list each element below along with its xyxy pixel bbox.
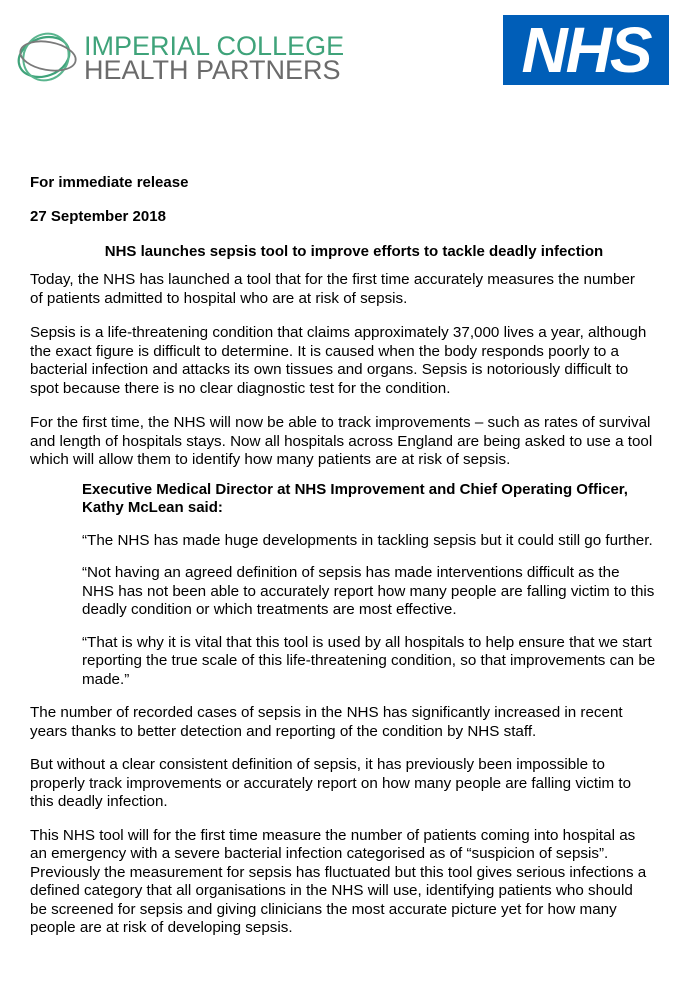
paragraph-line: and length of hospitals stays. Now all hospitals across England are being asked to use a tool [30,432,653,450]
paragraph [30,324,670,398]
paragraph-line: properly track improvements or accurately report on how many people are falling victim to [30,774,632,792]
paragraph [30,827,670,938]
paragraph-line: made.” [82,670,130,688]
paragraph [30,704,670,741]
paragraph-line: The number of recorded cases of sepsis in the NHS has significantly increased in recent [30,704,623,721]
paragraph [30,271,670,308]
nhs-logo: NHS [503,15,669,85]
paragraph-line: “The NHS has made huge developments in tackling sepsis but it could still go further. [82,531,653,549]
paragraph-line: this deadly infection. [30,793,168,810]
paragraph-line: But without a clear consistent definition of sepsis, it has previously been impossible to [30,756,605,773]
icp-logo-line1: IMPERIAL COLLEGE [84,31,345,61]
paragraph-line: which will allow them to identify how many patients are at risk of sepsis. [30,451,511,468]
paragraph-line: the exact figure is difficult to determine. It is caused when the body responds poorly to a [30,342,619,360]
paragraph-line: NHS has not been able to accurately report how many people are falling victim to this [82,582,655,600]
closing-paragraphs [30,704,670,938]
icp-logo-line2: HEALTH PARTNERS [84,55,341,85]
paragraph [30,756,670,812]
icp-logo-text [84,31,345,85]
paragraph-line: bacterial infection and attacks its own tissues and organs. Sepsis is notoriously difficult to [30,361,629,378]
paragraph-line: Previously the measurement for sepsis has fluctuated but this tool gives serious infections a [30,863,647,881]
paragraph-line: “Not having an agreed definition of sepsis has made interventions difficult as the [82,564,620,581]
rings-logo-icon [14,26,86,88]
paragraph-line: defined category that all organisations in the NHS will use, identifying patients who should [30,882,633,899]
release-date: 27 September 2018 [30,208,166,225]
paragraph-line: Today, the NHS has launched a tool that for the first time accurately measures the number [30,271,635,288]
intro-paragraphs [30,271,670,470]
imperial-college-health-partners-logo [14,26,345,88]
paragraph-line: of patients admitted to hospital who are at risk of sepsis. [30,289,408,307]
release-label: For immediate release [30,174,189,191]
paragraph-line: For the first time, the NHS will now be able to track improvements – such as rates of survival [30,414,651,431]
quote-block [82,481,670,690]
quote-heading [82,481,670,518]
quote-heading-line: Kathy McLean said: [82,499,223,516]
quote-heading-line: Executive Medical Director at NHS Improvement and Chief Operating Officer, [82,480,628,498]
paragraph-line: deadly condition or which treatments are most effective. [82,601,457,618]
quotes [82,532,670,690]
paragraph [82,532,670,551]
paragraph-line: spot because there is no clear diagnostic test for the condition. [30,379,451,397]
paragraph-line: This NHS tool will for the first time measure the number of patients coming into hospital as [30,826,636,844]
paragraph-line: “That is why it is vital that this tool is used by all hospitals to help ensure that we start [82,633,652,651]
paragraph-line: an emergency with a severe bacterial infection categorised as of “suspicion of sepsis”. [30,845,609,862]
paragraph [30,414,670,470]
headline: NHS launches sepsis tool to improve efforts to tackle deadly infection [104,243,604,260]
paragraph-line: be screened for sepsis and giving clinicians the most accurate picture yet for how many [30,900,617,918]
paragraph-line: people are at risk of developing sepsis. [30,919,293,936]
paragraph-line: years thanks to better detection and reporting of the condition by NHS staff. [30,722,537,740]
document-body [30,168,670,938]
paragraph-line: Sepsis is a life-threatening condition that claims approximately 37,000 lives a year, although [30,324,647,341]
paragraph [82,634,670,690]
paragraph [82,564,670,620]
paragraph-line: reporting the true scale of this life-threatening condition, so that improvements can be [82,652,656,669]
